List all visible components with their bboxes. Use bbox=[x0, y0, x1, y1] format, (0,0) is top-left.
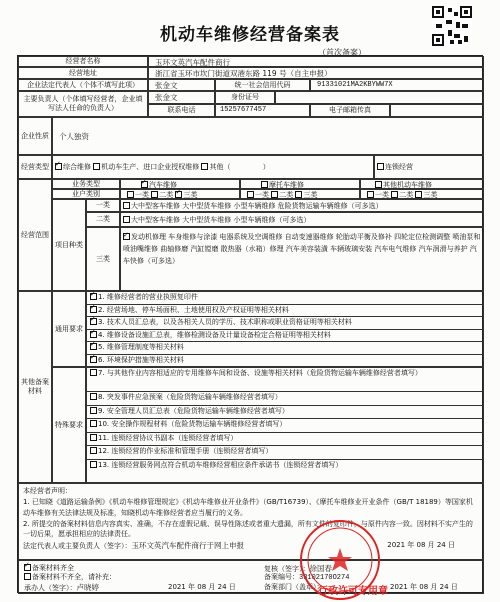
class1-items: 大中型客车维修 大中型货车维修 小型车辆维修 危险货物运输车辆维修（可多选） bbox=[131, 202, 383, 210]
office-label: 备案部门（盖章）： bbox=[264, 583, 324, 591]
general-item: 3. 技术人员汇总表，以及各相关人员的学历、技术职称或职业资格证明等相关材料 bbox=[98, 318, 352, 327]
receiver: 卢晓婷 bbox=[76, 583, 99, 592]
class2-label: 二类 bbox=[86, 212, 120, 227]
checkbox-special-7[interactable] bbox=[90, 369, 97, 376]
special-req-list bbox=[86, 367, 484, 483]
checkbox-special-10[interactable] bbox=[90, 420, 97, 427]
form-title: 机动车维修经营备案表 bbox=[160, 25, 340, 45]
form-subtitle: （首次备案） bbox=[318, 48, 366, 57]
office-date: 2021 年 08 月 24 日 bbox=[390, 583, 458, 591]
class2-items: 大中型客车维修 大中型货车维修 小型车辆维修（可多选） bbox=[131, 216, 311, 224]
checkbox-general-2[interactable] bbox=[90, 306, 97, 313]
checkbox-other[interactable] bbox=[201, 163, 208, 170]
declaration-head: 本经营者声明： bbox=[23, 487, 72, 495]
receiver-label: 承办人（签字）： bbox=[24, 584, 77, 592]
class1-label: 一类 bbox=[86, 199, 120, 212]
checkbox-general-3[interactable] bbox=[90, 318, 97, 325]
checkbox-car-class1[interactable] bbox=[127, 191, 134, 198]
receiver-date: 2021 年 08 月 24 日 bbox=[168, 583, 236, 591]
checkbox-moto-class2[interactable] bbox=[271, 191, 278, 198]
chain-option: 连锁经营 bbox=[374, 155, 484, 179]
id-label: 身份证号 bbox=[215, 91, 275, 104]
checkbox-car-class2[interactable] bbox=[151, 191, 158, 198]
checkbox-other-vehicle[interactable] bbox=[375, 181, 382, 188]
signer: 玉环文英汽车配件商行于网上申报 bbox=[131, 541, 244, 551]
checkbox-general-1[interactable] bbox=[90, 293, 97, 300]
operator-name-label: 经营者名称 bbox=[18, 56, 148, 67]
item-kind-label: 项目种类 bbox=[52, 199, 86, 291]
legal-rep-label: 企业法定代表人（个体不填写此项） bbox=[18, 79, 148, 91]
checkbox-car-repair[interactable] bbox=[141, 181, 148, 188]
form-table: 经营者名称 玉环文英汽车配件商行 经营地址 浙江省玉环市坎门街道双港东路 119 号（自主申报） 企业法定代表人（个体不填写此项） 张金文 统一社会信用代码 91331021MA2KBYWW7X 主要负责人（个体填写经营者，企业填写法人任命的负责人） 张金文 身份证号 联系电话 15257677457 电子邮箱传真 企业性质 个人独资 经营类型 ✓ 综合维修 机动车生产、进口企业授权维修 其他（ ） 连锁经营 经营范围 业务类型 ✓ 汽车维修 摩托车维修 其他机动车维修 业户类别 一类 二类 ✓ 三类 一类 二类 三类 一类 二类 三类 项目种类 一类 大中型客车维修 大中型货车维修 小型车辆维修 危险货物运输车辆维修（可多选） 二类 大中型客车维修 大中型货车维修 小型车辆维修（可多选） 三类 ✓发动机修理 车身维修与涂漆 电器系统及空调维修 自动变速器维修 轮胎动平衡及修补 四轮定位检测调整 喷油泵和喷油嘴维修 曲轴修磨 汽缸镗磨 散热器（水箱）修理 汽车美容装潢 车辆玻璃安装 汽车电气维修 汽车润滑与养护 汽车快修（可多选） 其他备案材料 通用要求 ✓1. 维修经营者的营业执照复印件 ✓2. 经营场地、停车场面积、土地使用权及产权证明等相关材料 ✓3. 技术人员汇总表，以及各相关人员的学历、技术职称或职业资格证明等相关材料 ✓4. 维修设备设施汇总表，维修检测设备及计量设备检定合格证明等相关材料 ✓5. 维修管理制度等相关材料 ✓6. 环境保护措施等相关材料 特殊要求 7. 与其他作业内容相适应的专用维修车间和设备、设施等相关材料（危险货物运输车辆维修经营者填写） 8. 突发事件应急预案（危险货物运输车辆维修经营者填写） 9. 安全管理人员汇总表（危险货物运输车辆维修经营者填写） 10. 安全操作规程材料（危险货物运输车辆维修经营者填写） 11. 连锁经营协议书副本（连锁经营者填写） 12. 连锁经营的作业标准和管理手册（连锁经营者填写） 13. 连锁经营服务网点符合机动车维修经营相应条件承诺书（连锁经营者填写） 本经营者声明： 1. 已知晓《道路运输条例》《机动车维修管理规定》《机动车维修业开业条件》（GB/T16739）、《摩托车维修业开业条件（GB/T 18189）等国家机动车维修有关法律法规及标准，知晓机动车维修经营者应当履行的义务。 2. 所提交的备案材料信息内容真实、准确，不存在虚假记载、误导性陈述或者重大遗漏，所有文件的复印件，与原件内容一致。因材料不实产生的一切后果，愿承担相应的法律责任。 法定代表人或主要负责人（签字）：玉环文英汽车配件商行于网上申报 2021 年 08 月 24 日 ✓备案材料齐全 备案材料不齐全，请补充： 承办人（签字）：卢晓婷 2021 年 08 月 24 日 复核（签字）：徐国春 备案编号：33102170O274 备案部门（盖章）： 2021 年 08 月 24 日 bbox=[17, 55, 483, 593]
declaration-date: 2021 年 08 月 24 日 bbox=[387, 541, 455, 550]
general-req-label: 通用要求 bbox=[52, 291, 86, 367]
scope-business-type-label: 业务类型 bbox=[52, 179, 120, 189]
checkbox-special-12[interactable] bbox=[90, 447, 97, 454]
incomplete-label: 备案材料不齐全，请补充： bbox=[32, 573, 116, 581]
nature-value: 个人独资 bbox=[52, 117, 484, 155]
declaration-p2: 2. 所提交的备案材料信息内容真实、准确，不存在虚假记载、误导性陈述或者重大遗漏，所有文件的复印件，与原件内容一致。因材料不实产生的一切后果，愿承担相应的法律责任。 bbox=[23, 519, 473, 539]
principal-label: 主要负责人（个体填写经营者，企业填写法人任命的负责人） bbox=[18, 91, 148, 117]
cert-number: 33102170O274 bbox=[299, 574, 350, 582]
address-label: 经营地址 bbox=[18, 67, 148, 79]
checkbox-comprehensive[interactable] bbox=[55, 163, 62, 170]
checkbox-moto-class3[interactable] bbox=[295, 191, 302, 198]
checkbox-class3-items[interactable] bbox=[123, 233, 130, 240]
special-item: 7. 与其他作业内容相适应的专用维修车间和设备、设施等相关材料（危险货物运输车辆维修经营者填写） bbox=[98, 369, 422, 377]
checkbox-authorized[interactable] bbox=[93, 163, 100, 170]
contact: 15257677457 bbox=[215, 104, 310, 117]
special-item: 9. 安全管理人员汇总表（危险货物运输车辆维修经营者填写） bbox=[98, 406, 289, 415]
legal-rep: 张金文 bbox=[148, 79, 215, 91]
general-item: 4. 维修设备设施汇总表，维修检测设备及计量设备检定合格证明等相关材料 bbox=[98, 330, 331, 339]
contact-label: 联系电话 bbox=[148, 104, 215, 117]
checkbox-general-4[interactable] bbox=[90, 331, 97, 338]
checkbox-incomplete[interactable] bbox=[24, 573, 31, 580]
general-item: 5. 维修管理制度等相关材料 bbox=[98, 343, 184, 352]
general-item: 1. 维修经营者的营业执照复印件 bbox=[98, 293, 198, 301]
checkbox-special-13[interactable] bbox=[90, 461, 97, 468]
special-item: 8. 突发事件应急预案（危险货物运输车辆维修经营者填写） bbox=[98, 393, 282, 401]
checkbox-class1-items[interactable] bbox=[123, 202, 130, 209]
checkbox-special-9[interactable] bbox=[90, 407, 97, 414]
checkbox-special-11[interactable] bbox=[90, 434, 97, 441]
special-item: 13. 连锁经营服务网点符合机动车维修经营相应条件承诺书（连锁经营者填写） bbox=[98, 460, 343, 469]
declaration-p1: 1. 已知晓《道路运输条例》《机动车维修管理规定》《机动车维修业开业条件》（GB/T16739）、《摩托车维修业开业条件（GB/T 18189）等国家机动车维修有关法律法规及标准，知晓机动车维修经营者应当履行的义务。 bbox=[23, 497, 473, 517]
checkbox-class2-items[interactable] bbox=[123, 216, 130, 223]
nature-label: 企业性质 bbox=[18, 117, 52, 155]
checkbox-chain[interactable] bbox=[377, 163, 384, 170]
declaration bbox=[18, 483, 484, 560]
special-req-label: 特殊要求 bbox=[52, 367, 86, 483]
checkbox-special-8[interactable] bbox=[90, 393, 97, 400]
checkbox-general-6[interactable] bbox=[90, 356, 97, 363]
credit-code: 91331021MA2KBYWW7X bbox=[310, 79, 484, 91]
business-type-label: 经营类型 bbox=[18, 155, 52, 179]
special-item: 12. 连锁经营的作业标准和管理手册（连锁经营者填写） bbox=[98, 447, 273, 456]
address: 浙江省玉环市坎门街道双港东路 119 号（自主申报） bbox=[148, 67, 484, 79]
business-type-options: ✓ 综合维修 机动车生产、进口企业授权维修 其他（ ） bbox=[52, 155, 374, 179]
class3-label: 三类 bbox=[86, 227, 120, 291]
qr-code-icon bbox=[432, 6, 472, 46]
checkbox-car-class3[interactable] bbox=[175, 191, 182, 198]
checkbox-other-class1[interactable] bbox=[367, 191, 374, 198]
reviewer-label: 复核（签字）： bbox=[264, 565, 310, 573]
scope-category-label: 业户类别 bbox=[52, 189, 120, 199]
class3-items: 发动机修理 车身维修与涂漆 电器系统及空调维修 自动变速器维修 轮胎动平衡及修补 四轮定位检测调整 喷油泵和喷油嘴维修 曲轴修磨 汽缸镗磨 散热器（水箱）修理 汽车美容装潢 车辆玻璃安装 汽车电气维修 汽车润滑与养护 汽车快修（可多选） bbox=[123, 233, 481, 265]
checkbox-moto-repair[interactable] bbox=[261, 181, 268, 188]
cert-label: 备案编号： bbox=[264, 573, 299, 581]
signer-label: 法定代表人或主要负责人（签字）： bbox=[23, 542, 132, 551]
checkbox-general-5[interactable] bbox=[90, 343, 97, 350]
checkbox-moto-class1[interactable] bbox=[247, 191, 254, 198]
general-req-list bbox=[86, 291, 484, 367]
checkbox-complete[interactable] bbox=[24, 564, 31, 571]
scope-label: 经营范围 bbox=[18, 179, 52, 291]
email bbox=[390, 104, 484, 117]
checkbox-other-class3[interactable] bbox=[415, 191, 422, 198]
seal-text: 行政许可专用章 bbox=[318, 586, 388, 597]
checkbox-other-class2[interactable] bbox=[391, 191, 398, 198]
general-item: 6. 环境保护措施等相关材料 bbox=[98, 355, 184, 364]
special-item: 11. 连锁经营协议书副本（连锁经营者填写） bbox=[98, 433, 238, 442]
general-item: 2. 经营场地、停车场面积、土地使用权及产权证明等相关材料 bbox=[98, 305, 289, 314]
complete-label: 备案材料齐全 bbox=[32, 564, 74, 572]
reviewer: 徐国春 bbox=[309, 564, 332, 573]
credit-code-label: 统一社会信用代码 bbox=[215, 79, 310, 91]
materials-label: 其他备案材料 bbox=[18, 291, 52, 483]
principal: 张金文 bbox=[148, 91, 215, 104]
special-item: 10. 安全操作规程材料（危险货物运输车辆维修经营者填写） bbox=[98, 420, 287, 429]
operator-name: 玉环文英汽车配件商行 bbox=[148, 56, 484, 67]
id-value bbox=[275, 91, 484, 104]
email-label: 电子邮箱传真 bbox=[310, 104, 390, 117]
